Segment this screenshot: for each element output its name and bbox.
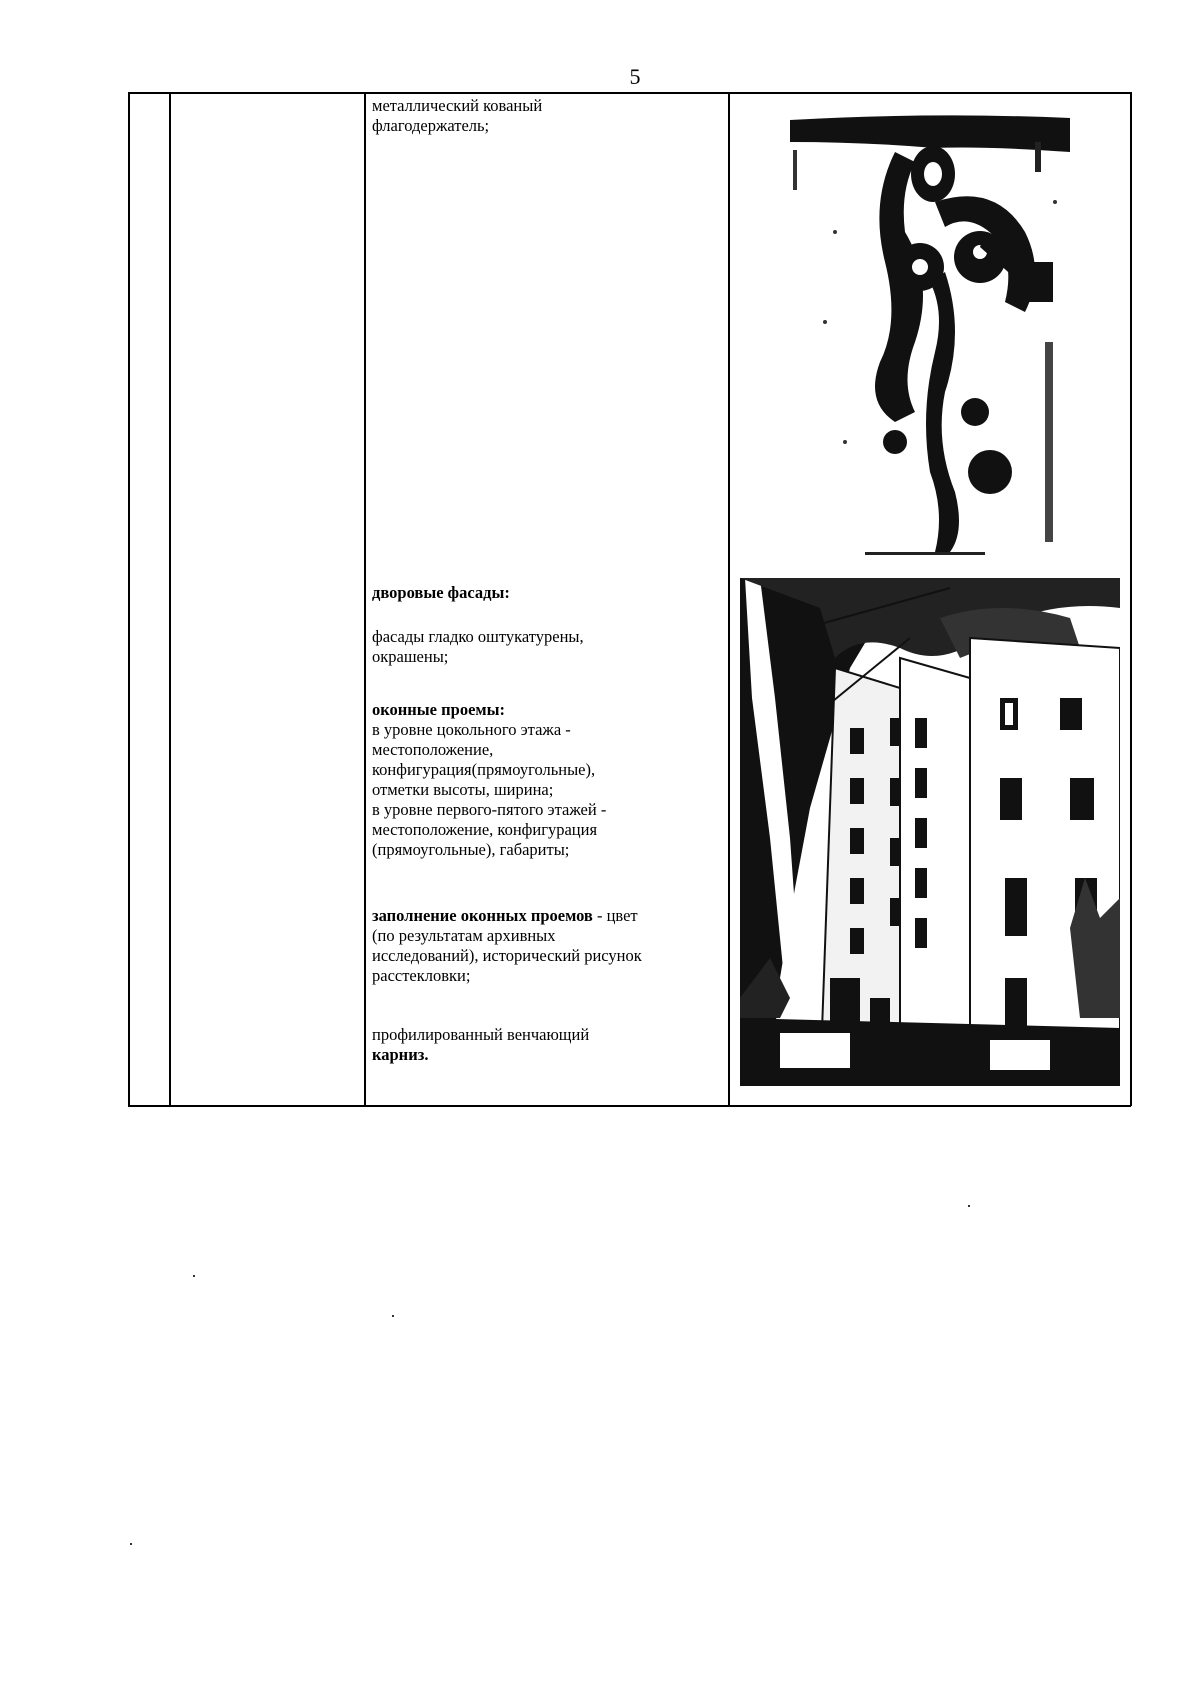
text-line: местоположение, конфигурация <box>372 820 598 839</box>
text-line: фасады гладко оштукатурены, <box>372 627 584 646</box>
page-number: 5 <box>629 64 641 89</box>
scan-speck <box>392 1315 394 1317</box>
column-divider-3 <box>728 92 730 1106</box>
section-heading: дворовые фасады: <box>372 583 510 602</box>
table-bottom-border <box>128 1105 1131 1107</box>
text-line: окрашены; <box>372 647 449 666</box>
column-divider-2 <box>364 92 366 1106</box>
flag-holder-description <box>372 96 714 136</box>
column-divider-1 <box>169 92 171 1106</box>
section-heading: оконные проемы: <box>372 700 506 719</box>
scan-speck <box>130 1543 132 1545</box>
text-line: местоположение, <box>372 740 494 759</box>
text-line: флагодержатель; <box>372 116 490 135</box>
table-right-border <box>1130 92 1132 1106</box>
window-filling-lead: заполнение оконных проемов <box>372 906 593 925</box>
table-left-border <box>128 92 130 1106</box>
window-filling-tail: - цвет <box>592 906 638 925</box>
text-line: (по результатам архивных <box>372 926 556 945</box>
text-line: исследований), исторический рисунок <box>372 946 642 965</box>
window-filling-description <box>372 906 714 986</box>
courtyard-facade-photo <box>740 578 1120 1086</box>
text-line: расстекловки; <box>372 966 471 985</box>
facade-finish-description <box>372 627 714 667</box>
text-line: металлический кованый <box>372 96 543 115</box>
text-line: в уровне первого-пятого этажей - <box>372 800 607 819</box>
table-top-border <box>128 92 1131 94</box>
courtyard-facades-heading <box>372 583 714 603</box>
window-openings-description <box>372 700 714 860</box>
flag-holder-photo <box>785 112 1075 560</box>
text-line: отметки высоты, ширина; <box>372 780 554 799</box>
text-line: профилированный венчающий <box>372 1025 590 1044</box>
text-line: карниз. <box>372 1045 429 1064</box>
text-line: (прямоугольные), габариты; <box>372 840 570 859</box>
scan-speck <box>193 1275 195 1277</box>
cornice-description <box>372 1025 714 1065</box>
text-line: в уровне цокольного этажа - <box>372 720 571 739</box>
scan-speck <box>968 1205 970 1207</box>
text-line <box>372 906 714 926</box>
text-line: конфигурация(прямоугольные), <box>372 760 596 779</box>
